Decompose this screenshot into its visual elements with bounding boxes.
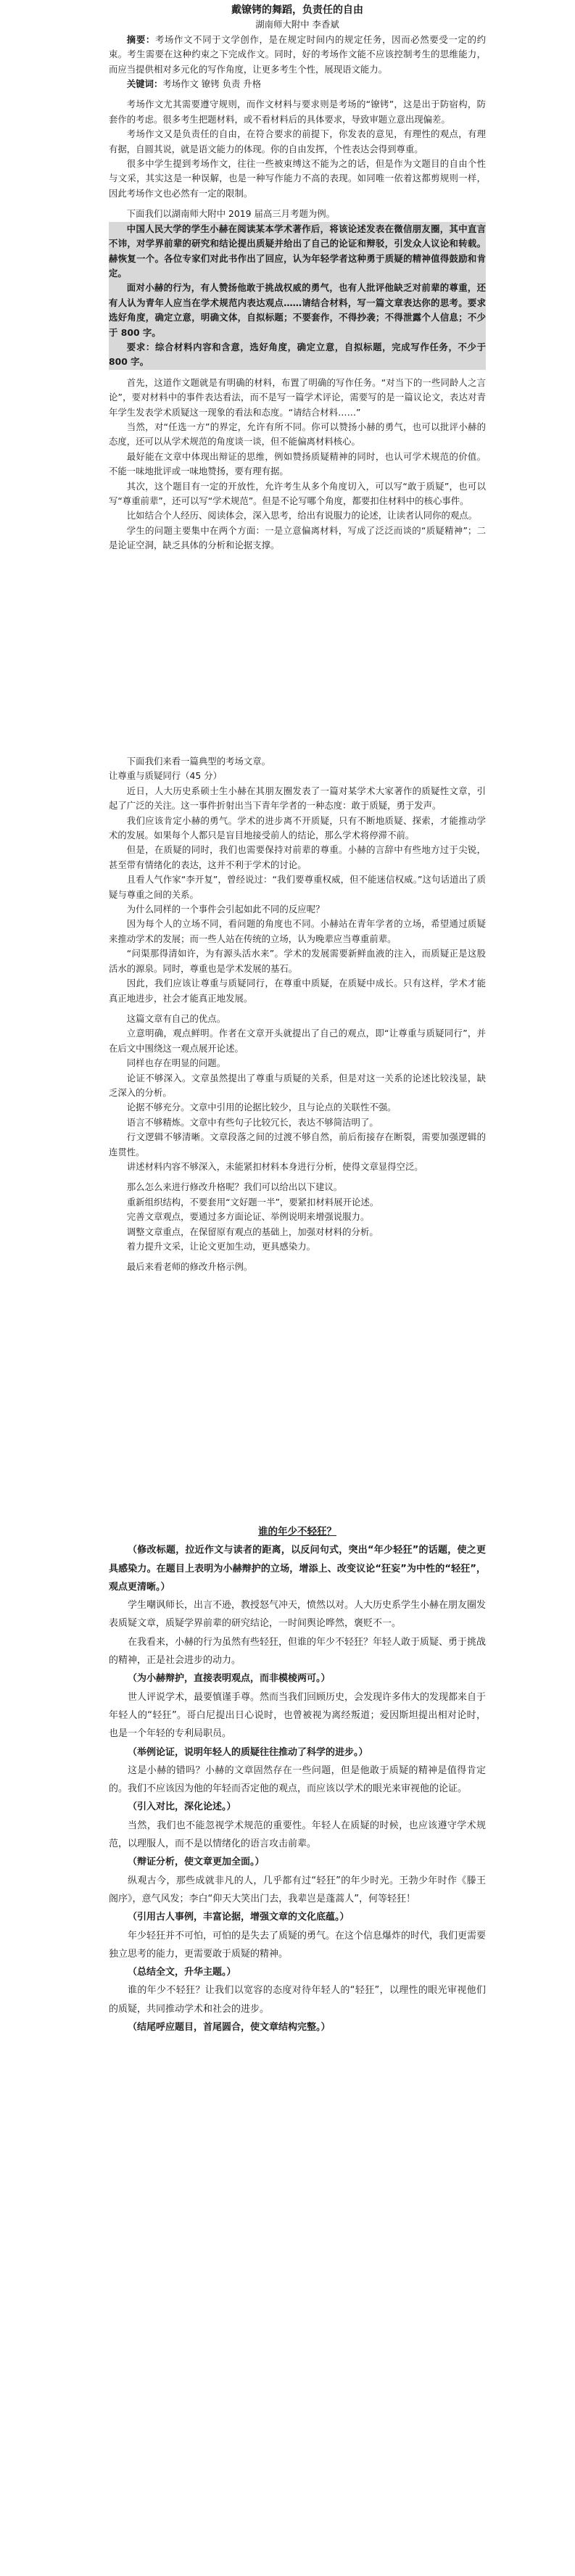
intro-paragraph: 考场作文又是负责任的自由，在符合要求的前提下，你发表的意见，有理性的观点，有理有据，自圆其说，就是语文能力的体现。你的自由发挥，个性表达会得到尊重。 bbox=[109, 128, 486, 154]
review-paragraph: 立意明确，观点鲜明。作者在文章开头就提出了自己的观点，即“让尊重与质疑同行”，并在后文中围绕这一观点展开论述。 bbox=[109, 1028, 486, 1054]
essay-comment: （举例论证，说明年轻人的质疑往往推动了科学的进步。） bbox=[128, 1746, 368, 1758]
prompt-box bbox=[109, 222, 486, 370]
analysis-paragraph: 其次，这个题目有一定的开放性，允许考生从多个角度切入，可以写“敢于质疑”，也可以写“尊重前辈”，还可以写“学术规范”。但是不论写哪个角度，都要扣住材料中的核心事件。 bbox=[109, 480, 486, 506]
sample-paragraph: “问渠那得清如许，为有源头活水来”。学术的发展需要新鲜血液的注入，而质疑正是这股活水的源泉。同时，尊重也是学术发展的基石。 bbox=[109, 948, 486, 974]
sample-paragraph: 且看人气作家“李开复”，曾经说过：“我们要尊重权威，但不能迷信权威。”这句话道出了质疑与尊重之间的关系。 bbox=[109, 874, 486, 900]
abstract-text: 考场作文不同于文学创作，是在规定时间内的规定任务，因而必然要受一定的约束。考生需要在这种约束之下完成作文。同时，好的考场作文能不应该控制考生的思维能力，而应当提供相对多元化的写作角度，让更多考生个性，展现语文能力。 bbox=[109, 33, 487, 75]
review-paragraph: 行文逻辑不够清晰。文章段落之间的过渡不够自然，前后衔接存在断裂，需要加强逻辑的连贯性。 bbox=[109, 1131, 486, 1157]
sample-section bbox=[109, 754, 486, 1275]
sample-paragraph: 我们应该肯定小赫的勇气。学术的进步离不开质疑，只有不断地质疑、探索，才能推动学术的发展。如果每个人都只是盲目地接受前人的结论，那么学术将停滞不前。 bbox=[109, 814, 486, 841]
review-paragraph: 讲述材料内容不够深入，未能紧扣材料本身进行分析，使得文章显得空泛。 bbox=[126, 1160, 423, 1172]
prompt-lead: 中国人民大学的学生小赫在阅读某本学术著作后，将该论述发表在微信朋友圈，其中直言不讳，对学界前辈的研究和结论提出质疑并给出了自己的论证和辩驳，引发众人议论和转载。赫恢复一个。各位专家们对此书作出了回应，认为年轻学者这种勇于质疑的精神值得鼓励和肯定。 bbox=[109, 223, 486, 278]
article-title: 戴镣铐的舞蹈，负责任的自由 bbox=[231, 4, 363, 16]
essay-comment: （为小赫辩护，直接表明观点，而非模棱两可。） bbox=[128, 1673, 331, 1685]
analysis-paragraph: 最好能在文章中体现出辩证的思维，例如赞扬质疑精神的同时，也认可学术规范的价值。不能一味地批评或一味地赞扬，要有理有据。 bbox=[109, 450, 486, 477]
sample-intro: 下面我们来看一篇典型的考场文章。 bbox=[126, 756, 271, 767]
essay-paragraph: 年少轻狂并不可怕，可怕的是失去了质疑的勇气。在这个信息爆炸的时代，我们更需要独立思考的能力，更需要敢于质疑的精神。 bbox=[109, 1930, 487, 1960]
analysis-paragraph: 首先，这道作文题就是有明确的材料，布置了明确的写作任务。“对当下的一些同龄人之言论”，要对材料中的事件表达看法，而不是写一篇学术评论，需要写的是一篇议论文，表达对青年学生发表学术质疑这一现象的看法和态度。“请结合材料……” bbox=[109, 376, 486, 418]
essay-comment: （引入对比，深化论述。） bbox=[128, 1801, 236, 1813]
analysis-paragraph: 学生的问题主要集中在两个方面：一是立意偏离材料，写成了泛泛而谈的“质疑精神”；二是论证空洞，缺乏具体的分析和论据支撑。 bbox=[109, 524, 486, 551]
essay-comment: （辩证分析，使文章更加全面。） bbox=[128, 1857, 265, 1868]
upgrade-paragraph: 重新组织结构，不要套用“文好题一半”，要紧扣材料展开论述。 bbox=[126, 1196, 379, 1208]
sample-title: 让尊重与质疑同行（45 分） bbox=[109, 770, 223, 782]
keywords bbox=[109, 77, 486, 91]
essay-comment: （总结全文，升华主题。） bbox=[128, 1967, 236, 1978]
abstract bbox=[109, 33, 486, 77]
review-paragraph: 论据不够充分。文章中引用的论据比较少，且与论点的关联性不强。 bbox=[126, 1102, 397, 1113]
essay-paragraph: 这是小赫的错吗？小赫的文章固然存在一些问题，但是他敢于质疑的精神是值得肯定的。我们不应该因为他的年轻而否定他的观点，而应该以学术的眼光来审视他的论证。 bbox=[109, 1764, 486, 1795]
review-intro: 这篇文章有自己的优点。 bbox=[126, 1012, 226, 1024]
essay-paragraph: 纵观古今，那些成就非凡的人，几乎都有过“轻狂”的年少时光。王勃少年时作《滕王阁序》，意气风发；李白“仰天大笑出门去，我辈岂是蓬蒿人”，何等轻狂！ bbox=[109, 1875, 486, 1904]
essay-comment: （引用古人事例，丰富论据，增强文章的文化底蕴。） bbox=[128, 1912, 349, 1923]
article-top bbox=[109, 3, 486, 553]
final-intro: 最后来看老师的修改升格示例。 bbox=[126, 1261, 253, 1273]
essay-paragraph: 在我看来，小赫的行为虽然有些轻狂，但谁的年少不轻狂？年轻人敢于质疑、勇于挑战的精神，正是社会进步的动力。 bbox=[109, 1636, 487, 1667]
essay-paragraph: 学生嘲讽师长，出言不逊，教授怒气冲天，愤然以对。人大历史系学生小赫在朋友圈发表质疑文章，质疑学界前辈的研究结论，一时间舆论哗然，褒贬不一。 bbox=[109, 1600, 487, 1630]
essay-paragraph: 当然，我们也不能忽视学术规范的重要性。年轻人在质疑的时候，也应该遵守学术规范，以理服人，而不是以情绪化的语言攻击前辈。 bbox=[109, 1820, 486, 1850]
intro-paragraph: 考场作文尤其需要遵守规则，而作文材料与要求则是考场的“镣铐”，这是出于防宿构，防套作的考虑。很多考生把题材料，或不看材料后的具体要求，导致审题立意出现偏差。 bbox=[109, 99, 486, 125]
essay-comment: （结尾呼应题目，首尾圆合，使文章结构完整。） bbox=[128, 2022, 331, 2034]
prompt-body: 面对小赫的行为，有人赞扬他敢于挑战权威的勇气，也有人批评他缺乏对前辈的尊重，还有人认为青年人应当在学术规范内表达观点……请结合材料，写一篇文章表达你的思考。要求选好角度，确定立意，明确文体，自拟标题；不要套作，不得抄袭；不得泄露个人信息；不少于 800 字。 bbox=[109, 282, 486, 338]
analysis-paragraph: 比如结合个人经历、阅读体会，深入思考，给出有说服力的论述，让读者认同你的观点。 bbox=[126, 510, 478, 521]
essay-paragraph: 世人评说学术，最要慎谨手尊。然而当我们回顾历史，会发现许多伟大的发现都来自于年轻人的“轻狂”。哥白尼提出日心说时，也曾被视为离经叛道；爱因斯坦提出相对论时，也是一个年轻的专利局职员。 bbox=[109, 1691, 487, 1740]
upgrade-paragraph: 完善文章观点，要通过多方面论证、举例说明来增强说服力。 bbox=[126, 1211, 370, 1223]
upgrade-intro: 那么怎么来进行修改升格呢？我们可以给出以下建议。 bbox=[126, 1181, 343, 1193]
analysis-paragraph: 当然，对“任选一方”的界定，允许有所不同。你可以赞扬小赫的勇气，也可以批评小赫的态度，还可以从学术规范的角度谈一谈，但不能偏离材料核心。 bbox=[109, 421, 486, 447]
review-paragraph: 同样也存在明显的问题。 bbox=[126, 1057, 226, 1069]
sample-paragraph: 因为每个人的立场不同，看问题的角度也不同。小赫站在青年学者的立场，希望通过质疑来推动学术的发展；而一些人站在传统的立场，认为晚辈应当尊重前辈。 bbox=[109, 918, 486, 944]
essay-comment: （修改标题，拉近作文与读者的距离，以反问句式，突出“年少轻狂”的话题，使之更具感染力。在题目上表明为小赫辩护的立场，增添上、改变议论“狂妄”为中性的“轻狂”，观点更清晰。） bbox=[109, 1545, 486, 1593]
intro-paragraph: 很多中学生提到考场作文，往往一些被束缚这不能为之的话，但是作为文题目的自由个性与文采，其实这是一种误解，也是一种写作能力不高的表现。如同唯一依着这都剪规则一样，因此考场作文也必然有一定的限制。 bbox=[109, 158, 486, 199]
keywords-text: 考场作文 镣铐 负责 升格 bbox=[162, 78, 262, 90]
sample-paragraph: 近日，人大历史系硕士生小赫在其朋友圈发表了一篇对某学术大家著作的质疑性文章，引起了广泛的关注。这一事件折射出当下青年学者的一种态度：敢于质疑，勇于发声。 bbox=[109, 785, 486, 812]
sample-paragraph: 因此，我们应该让尊重与质疑同行，在尊重中质疑，在质疑中成长。只有这样，学术才能真正地进步，社会才能真正地发展。 bbox=[109, 978, 486, 1004]
upgrade-paragraph: 调整文章重点，在保留原有观点的基础上，加强对材料的分析。 bbox=[126, 1226, 378, 1237]
revised-essay bbox=[109, 1523, 486, 2036]
review-paragraph: 语言不够精炼。文章中有些句子比较冗长，表达不够简洁明了。 bbox=[126, 1116, 378, 1128]
essay-title: 谁的年少不轻狂？ bbox=[258, 1526, 336, 1537]
essay-paragraph: 谁的年少不轻狂？让我们以宽容的态度对待年轻人的“轻狂”，以理性的眼光审视他们的质疑，共同推动学术和社会的进步。 bbox=[109, 1985, 486, 2015]
article-author: 湖南师大附中 李香斌 bbox=[255, 19, 339, 30]
review-paragraph: 论证不够深入。文章虽然提出了尊重与质疑的关系，但是对这一关系的论述比较浅显，缺乏深入的分析。 bbox=[109, 1072, 486, 1098]
abstract-label: 摘要： bbox=[126, 33, 155, 45]
sample-paragraph: 但是，在质疑的同时，我们也需要保持对前辈的尊重。小赫的言辞中有些地方过于尖锐，甚至带有情绪化的表达，这并不利于学术的讨论。 bbox=[109, 844, 486, 870]
keywords-label: 关键词： bbox=[126, 78, 163, 90]
sample-paragraph: 为什么同样的一个事件会引起如此不同的反应呢？ bbox=[126, 904, 325, 915]
upgrade-paragraph: 着力提升文采，让论文更加生动，更具感染力。 bbox=[126, 1241, 315, 1252]
prompt-requirement: 要求：综合材料内容和含意，选好角度，确定立意，自拟标题，完成写作任务，不少于 800 字。 bbox=[109, 341, 486, 368]
task-intro: 下面我们以湖南师大附中 2019 届高三月考题为例。 bbox=[126, 208, 336, 220]
